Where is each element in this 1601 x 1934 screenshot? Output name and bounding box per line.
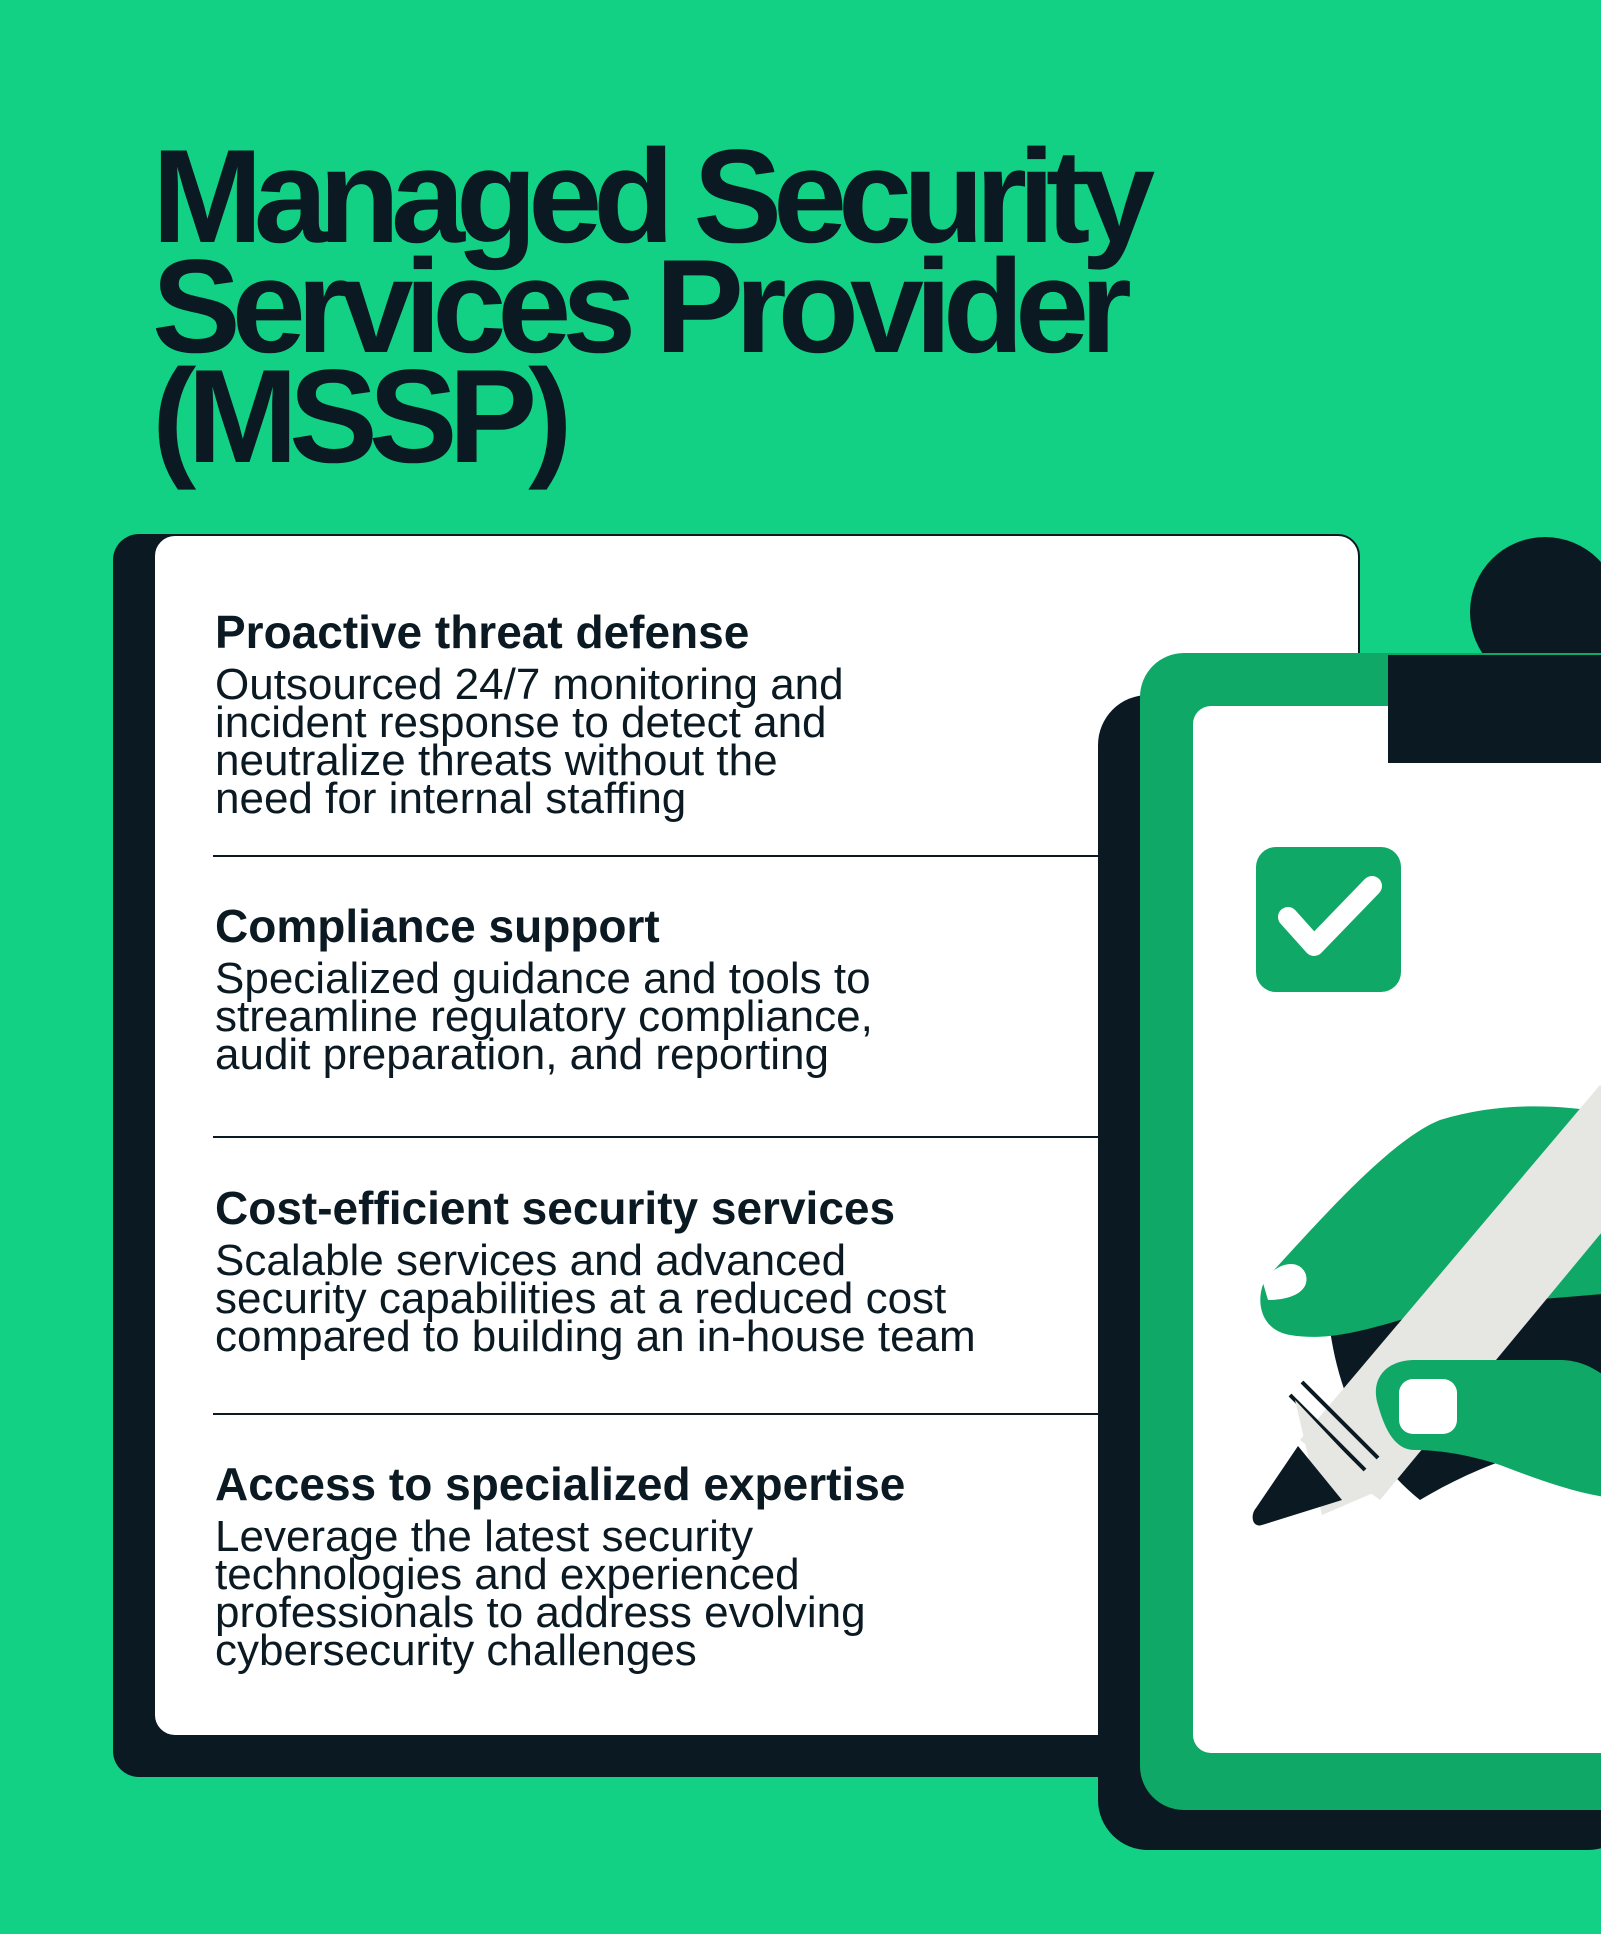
feature-description: Leverage the latest security technologies and experienced professionals to address evolving cybersecurity challenges <box>215 1512 866 1675</box>
divider <box>213 1136 1113 1138</box>
feature-cost-efficient-services <box>215 1182 1115 1361</box>
feature-description: Specialized guidance and tools to streamline regulatory compliance, audit preparation, and reporting <box>215 954 873 1079</box>
page-title <box>152 123 1152 491</box>
feature-heading: Compliance support <box>215 900 660 952</box>
divider <box>213 855 1113 857</box>
title-line-3: (MSSP) <box>152 343 564 491</box>
divider <box>213 1413 1113 1415</box>
title-line-1: Managed Security <box>152 123 1147 271</box>
feature-heading: Cost-efficient security services <box>215 1182 896 1234</box>
feature-proactive-threat-defense <box>215 606 1115 823</box>
clipboard-illustration <box>1080 520 1601 1934</box>
title-line-2: Services Provider <box>152 233 1123 381</box>
feature-compliance-support <box>215 900 1115 1079</box>
feature-description: Scalable services and advanced security capabilities at a reduced cost compared to building an in-house team <box>215 1236 976 1361</box>
feature-specialized-expertise <box>215 1458 1115 1675</box>
clipboard-hand-pen-icon <box>1080 520 1601 1934</box>
feature-heading: Access to specialized expertise <box>215 1458 906 1510</box>
feature-heading: Proactive threat defense <box>215 606 750 658</box>
feature-description: Outsourced 24/7 monitoring and incident response to detect and neutralize threats without the need for internal staffing <box>215 660 844 823</box>
